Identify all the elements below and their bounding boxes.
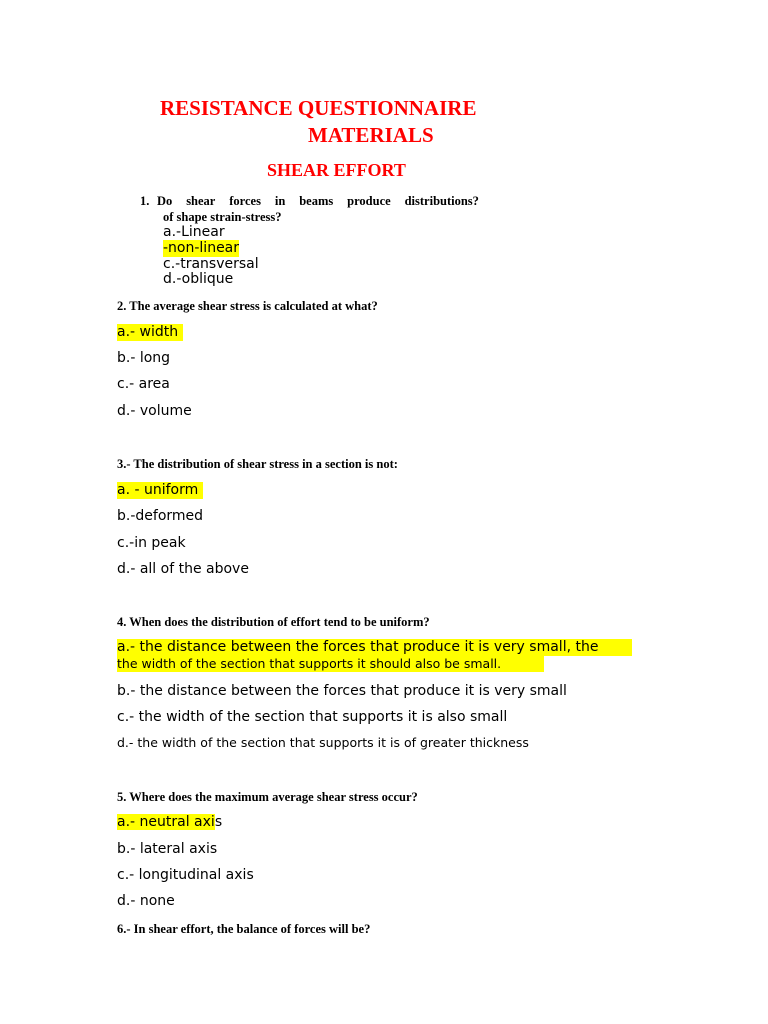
q1-option-b-answer: -non-linear [163,240,240,256]
q2-option-b: b.- long [117,350,171,366]
q4-option-c: c.- the width of the section that supports it is also small [117,709,508,725]
q2-option-a-answer: a.- width [117,324,183,340]
q1-word: produce [347,194,391,208]
q1-word: Do [157,194,173,208]
q4-option-a-answer-line-2: the width of the section that supports it should also be small. [117,656,544,672]
question-4-text: 4. When does the distribution of effort tend to be uniform? [117,615,430,629]
q3-option-a-answer: a. - uniform [117,482,203,498]
q1-option-d: d.-oblique [163,271,234,287]
q1-word: forces [229,194,261,208]
question-1-line-2: of shape strain-stress? [163,210,282,224]
q4-option-a-answer-line-1: a.- the distance between the forces that produce it is very small, the [117,639,632,656]
q2-option-d: d.- volume [117,403,192,419]
q1-word: distributions? [404,194,479,208]
q5-option-a-highlight: a.- neutral axi [117,814,215,830]
q4-option-d: d.- the width of the section that supports it is of greater thickness [117,735,529,750]
q2-option-c: c.- area [117,376,170,392]
question-3-text: 3.- The distribution of shear stress in a section is not: [117,457,398,471]
q3-option-b: b.-deformed [117,508,204,524]
q5-option-d: d.- none [117,893,175,909]
q5-option-c: c.- longitudinal axis [117,867,254,883]
q5-option-b: b.- lateral axis [117,841,218,857]
section-subtitle: SHEAR EFFORT [267,160,406,180]
question-1-line-1 [157,193,479,209]
title-line-1: RESISTANCE QUESTIONNAIRE [160,96,477,120]
title-line-2: MATERIALS [308,123,434,147]
question-1-number: 1. [140,194,150,208]
q1-word: in [274,194,286,208]
question-6-text: 6.- In shear effort, the balance of forces will be? [117,922,371,936]
question-5-text: 5. Where does the maximum average shear stress occur? [117,790,418,804]
q1-option-a: a.-Linear [163,224,225,240]
q1-word: beams [299,194,334,208]
q4-option-b: b.- the distance between the forces that produce it is very small [117,683,567,699]
q3-option-d: d.- all of the above [117,561,249,577]
q3-option-c: c.-in peak [117,535,186,551]
q5-option-a-answer [117,814,222,831]
q1-option-c: c.-transversal [163,256,259,272]
q1-word: shear [186,194,216,208]
question-2-text: 2. The average shear stress is calculated at what? [117,299,378,313]
q5-option-a-rest: s [214,814,223,830]
